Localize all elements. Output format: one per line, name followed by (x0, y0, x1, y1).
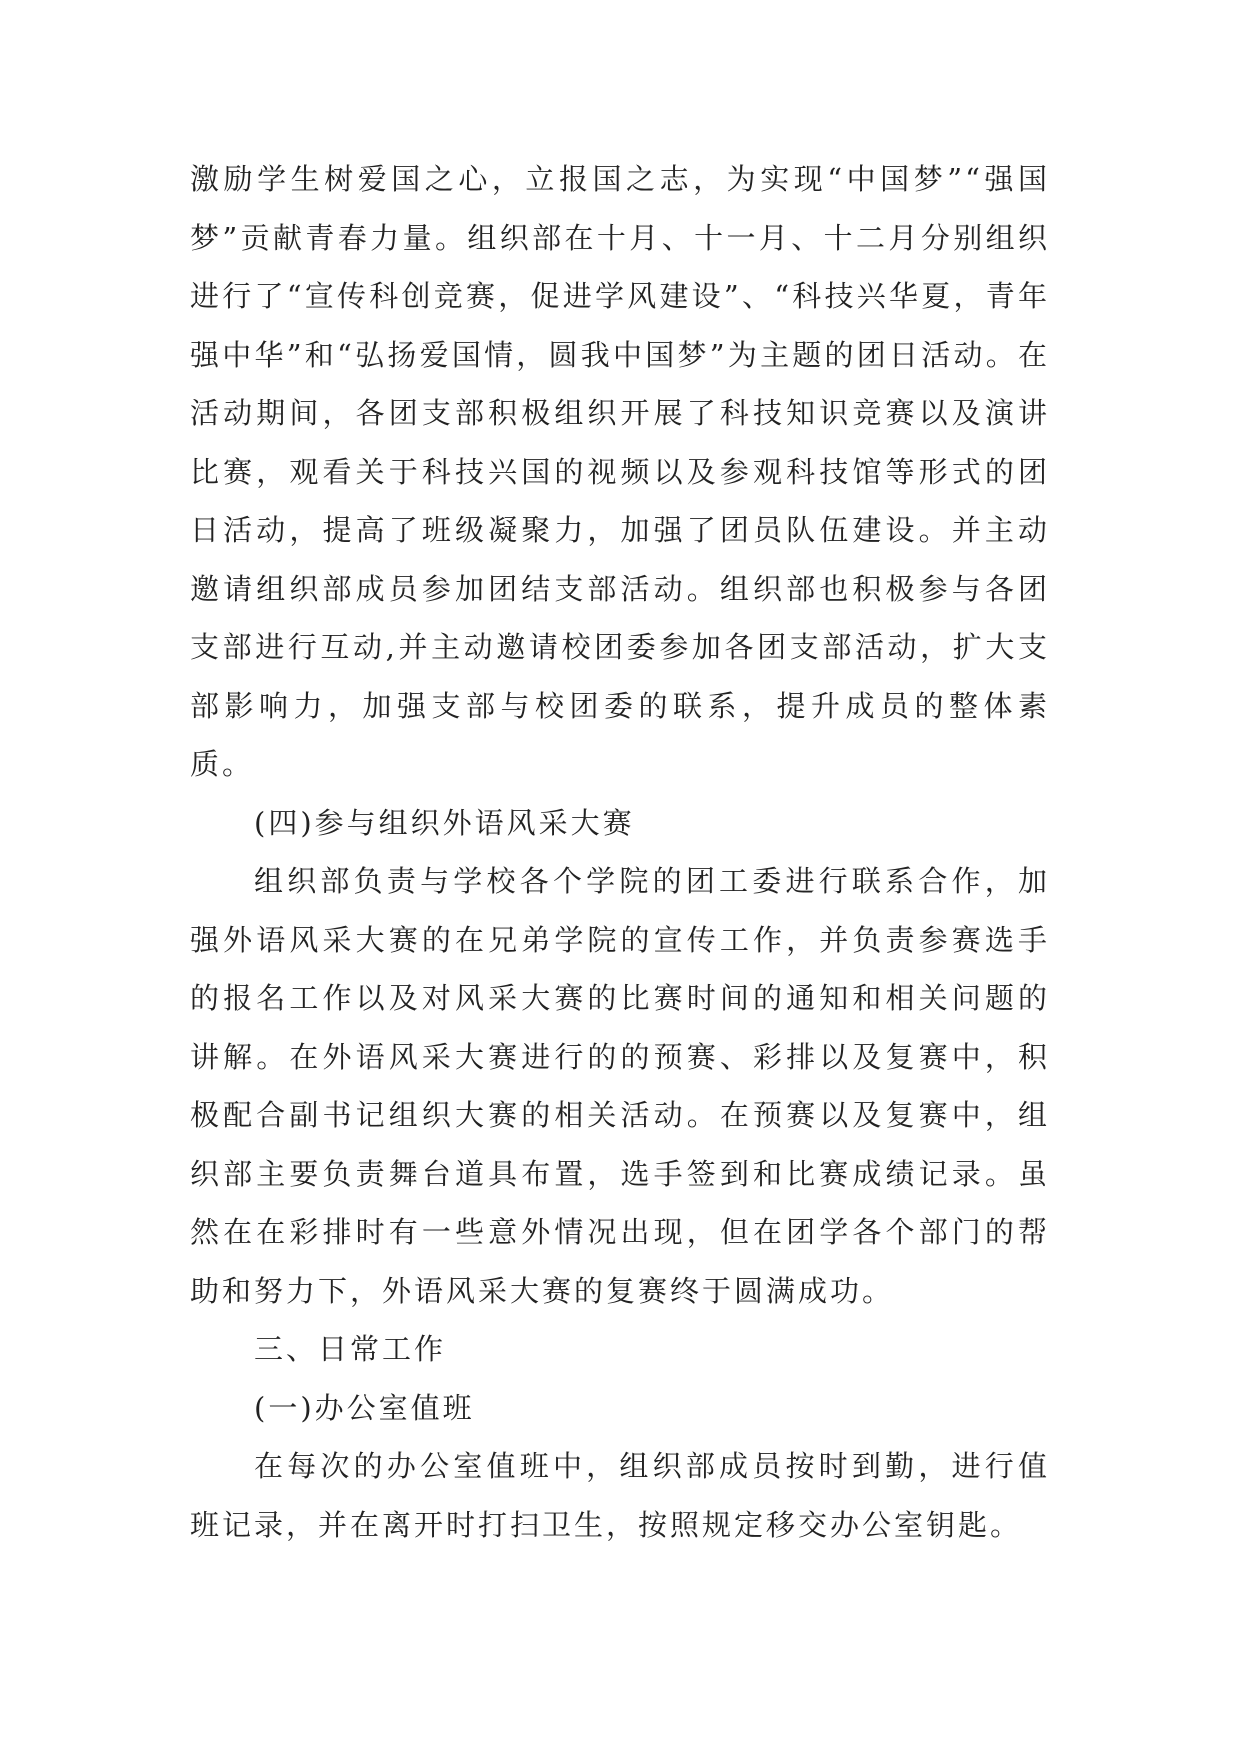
paragraph-patriotic-activities: 激励学生树爱国之心，立报国之志，为实现“中国梦”“强国梦”贡献青春力量。组织部在十月、十一月、十二月分别组织进行了“宣传科创竞赛，促进学风建设”、“科技兴华夏，青年强中华”和“弘扬爱国情，圆我中国梦”为主题的团日活动。在活动期间，各团支部积极组织开展了科技知识竞赛以及演讲比赛，观看关于科技兴国的视频以及参观科技馆等形式的团日活动，提高了班级凝聚力，加强了团员队伍建设。并主动邀请组织部成员参加团结支部活动。组织部也积极参与各团支部进行互动,并主动邀请校团委参加各团支部活动，扩大支部影响力，加强支部与校团委的联系，提升成员的整体素质。 (190, 162, 1050, 781)
section-heading-foreign-language-contest: (四)参与组织外语风采大赛 (254, 805, 635, 840)
paragraph-office-duty: 在每次的办公室值班中，组织部成员按时到勤，进行值班记录，并在离开时打扫卫生，按照规定移交办公室钥匙。 (190, 1449, 1050, 1542)
subsection-heading-office-duty: (一)办公室值班 (254, 1390, 475, 1425)
paragraph-foreign-language-contest: 组织部负责与学校各个学院的团工委进行联系合作，加强外语风采大赛的在兄弟学院的宣传工作，并负责参赛选手的报名工作以及对风采大赛的比赛时间的通知和相关问题的讲解。在外语风采大赛进行的的预赛、彩排以及复赛中，积极配合副书记组织大赛的相关活动。在预赛以及复赛中，组织部主要负责舞台道具布置，选手签到和比赛成绩记录。虽然在在彩排时有一些意外情况出现，但在团学各个部门的帮助和努力下，外语风采大赛的复赛终于圆满成功。 (190, 864, 1050, 1308)
document-body (190, 150, 1050, 1554)
section-heading-daily-work: 三、日常工作 (254, 1332, 447, 1366)
